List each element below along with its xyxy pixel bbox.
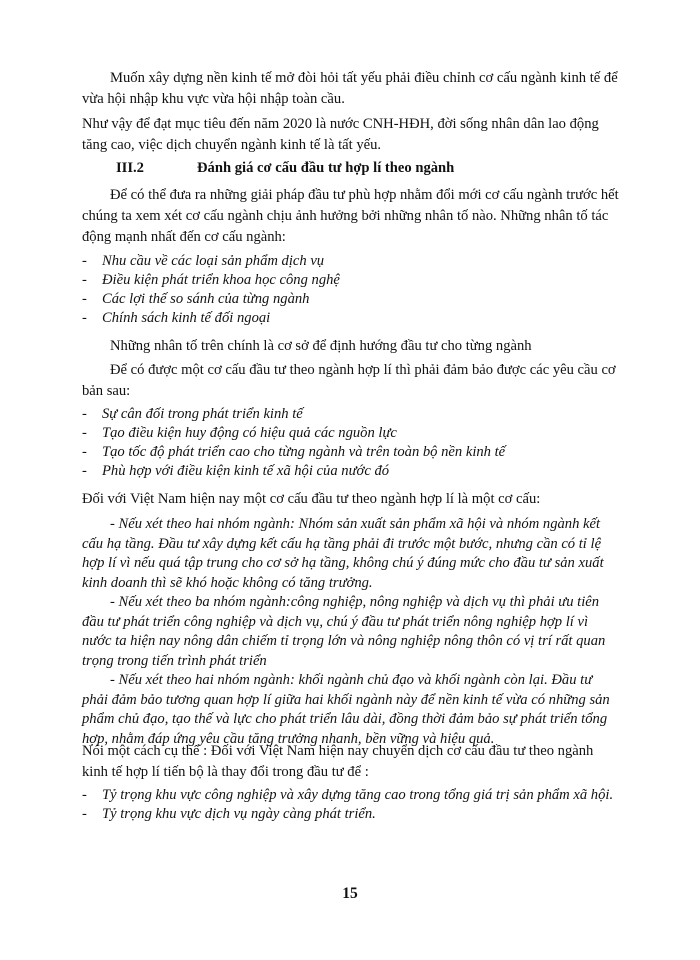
- page-number: 15: [342, 885, 358, 902]
- list-item: [82, 443, 642, 463]
- list-item: [82, 271, 642, 291]
- list-item-text: Tỷ trọng khu vực dịch vụ ngày càng phát triển.: [102, 806, 376, 822]
- bullet-dash: -: [82, 310, 87, 326]
- paragraph-open-economy: Muốn xây dựng nền kinh tế mở đòi hỏi tất yếu phải điều chỉnh cơ cấu ngành kinh tế để vừa hội nhập khu vực vừa hội nhập toàn cầu.: [82, 70, 618, 107]
- list-item-text: Tạo tốc độ phát triển cao cho từng ngành và trên toàn bộ nền kinh tế: [102, 444, 506, 460]
- bullet-dash: -: [82, 406, 87, 422]
- bullet-dash: -: [82, 291, 87, 307]
- section-heading: [116, 160, 454, 177]
- bullet-dash: -: [82, 272, 87, 288]
- list-item-text: Điều kiện phát triển khoa học công nghệ: [102, 272, 340, 288]
- paragraph-two-groups: - Nếu xét theo hai nhóm ngành: Nhóm sản xuất sản phẩm xã hội và nhóm ngành kết cấu hạ tầng. Đầu tư xây dựng kết cấu hạ tầng phải đi trước một bước, nhưng cần có tỉ lệ hợp lí vì nếu quá tập trung cho cơ sở hạ tầng, không chú ý đúng mức cho đầu tư sản xuất kinh doanh thì sẽ khó hoặc không có tăng trưởng.: [82, 516, 604, 591]
- paragraph-specifically: Nói một cách cụ thể : Đối với Việt Nam hiện nay chuyển dịch cơ cấu đầu tư theo ngành kinh tế hợp lí tiến bộ là thay đổi trong đầu tư để :: [82, 743, 594, 780]
- paragraph-2020-target: Như vậy để đạt mục tiêu đến năm 2020 là nước CNH-HĐH, đời sống nhân dân lao động tăng cao, việc dịch chuyển ngành kinh tế là tất yếu.: [82, 116, 599, 153]
- bullet-dash: -: [82, 425, 87, 441]
- list-item: [82, 405, 642, 425]
- paragraph-requirements-intro: Để có được một cơ cấu đầu tư theo ngành hợp lí thì phải đảm bảo được các yêu cầu cơ bản sau:: [82, 362, 616, 399]
- bullet-dash: -: [82, 463, 87, 479]
- list-item: [82, 786, 642, 806]
- list-item-text: Phù hợp với điều kiện kinh tế xã hội của nước đó: [102, 463, 390, 479]
- list-item-text: Các lợi thế so sánh của từng ngành: [102, 291, 310, 307]
- list-item: [82, 462, 642, 482]
- bullet-dash: -: [82, 444, 87, 460]
- list-item: [82, 805, 642, 825]
- section-title: Đánh giá cơ cấu đầu tư hợp lí theo ngành: [197, 160, 455, 176]
- list-item-text: Tỷ trọng khu vực công nghiệp và xây dựng tăng cao trong tổng giá trị sản phẩm xã hội.: [102, 787, 614, 803]
- list-item: [82, 290, 642, 310]
- list-item-text: Sự cân đối trong phát triển kinh tế: [102, 406, 303, 422]
- paragraph-vietnam-structure: Đối với Việt Nam hiện nay một cơ cấu đầu tư theo ngành hợp lí là một cơ cấu:: [82, 491, 541, 507]
- bullet-dash: -: [82, 806, 87, 822]
- paragraph-key-sectors: - Nếu xét theo hai nhóm ngành: khối ngành chủ đạo và khối ngành còn lại. Đầu tư phải đảm bảo tương quan hợp lí giữa hai khối ngành này để nền kinh tế vừa có những sản phẩm chủ đạo, tạo thế và lực cho phát triển lâu dài, đồng thời đảm bảo sự phát triển tổng hợp, nhằm đáp ứng yêu cầu tăng trưởng nhanh, bền vững và hiệu quả.: [82, 672, 610, 747]
- paragraph-factors-intro: Để có thể đưa ra những giải pháp đầu tư phù hợp nhằm đổi mới cơ cấu ngành trước hết chúng ta xem xét cơ cấu ngành chịu ảnh hưởng bởi những nhân tố nào. Những nhân tố tác động mạnh nhất đến cơ cấu ngành:: [82, 187, 619, 245]
- section-number: III.2: [116, 160, 144, 176]
- list-item: [82, 309, 642, 329]
- list-item: [82, 424, 642, 444]
- list-item-text: Tạo điều kiện huy động có hiệu quả các nguồn lực: [102, 425, 397, 441]
- bullet-dash: -: [82, 787, 87, 803]
- bullet-dash: -: [82, 253, 87, 269]
- list-item: [82, 252, 642, 272]
- list-item-text: Nhu cầu về các loại sản phẩm dịch vụ: [102, 253, 325, 269]
- paragraph-factors-basis: Những nhân tố trên chính là cơ sở để định hướng đầu tư cho từng ngành: [110, 338, 532, 354]
- paragraph-three-groups: - Nếu xét theo ba nhóm ngành:công nghiệp, nông nghiệp và dịch vụ thì phải ưu tiên đầu tư phát triển công nghiệp và dịch vụ, chú ý đầu tư phát triển nông nghiệp hợp lí vì nước ta hiện nay nông dân chiếm tỉ trọng lớn và nông nghiệp nông thôn có vị trí rất quan trọng trong tiến trình phát triển: [82, 594, 606, 669]
- list-item-text: Chính sách kinh tế đối ngoại: [102, 310, 271, 326]
